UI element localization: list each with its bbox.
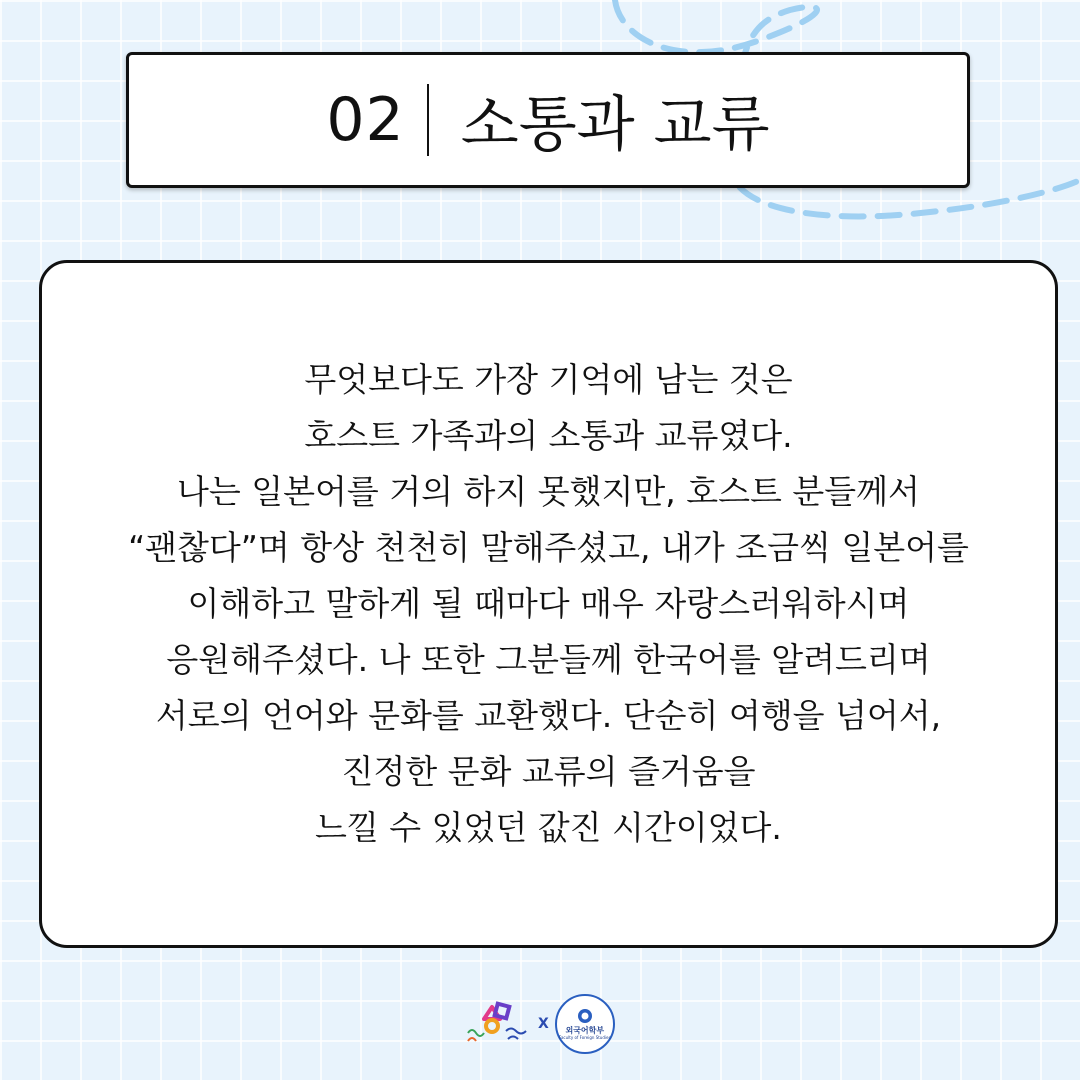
body-paragraph xyxy=(128,352,969,856)
body-line: 응원해주셨다. 나 또한 그분들께 한국어를 알려드리며 xyxy=(166,640,931,679)
partner-logo xyxy=(462,999,532,1049)
university-seal-icon xyxy=(555,994,615,1054)
body-line: 호스트 가족과의 소통과 교류였다. xyxy=(304,416,793,455)
body-line: “괜찮다”며 항상 천천히 말해주셨고, 내가 조금씩 일본어를 xyxy=(128,528,969,567)
body-line: 느낄 수 있었던 값진 시간이었다. xyxy=(315,808,782,847)
collab-separator: X xyxy=(538,1016,549,1032)
section-heading: 소통과 교류 xyxy=(460,90,770,160)
body-line: 이해하고 말하게 될 때마다 매우 자랑스러워하시며 xyxy=(187,584,910,623)
footer-logos xyxy=(462,994,622,1054)
section-title xyxy=(126,52,970,188)
title-divider xyxy=(427,84,429,156)
body-line: 서로의 언어와 문화를 교환했다. 단순히 여행을 넘어서, xyxy=(155,696,942,735)
seal-label: 외국어학부 xyxy=(565,1026,605,1035)
section-number: 02 xyxy=(326,85,405,155)
content-card xyxy=(39,260,1058,948)
body-line: 진정한 문화 교류의 즐거움을 xyxy=(341,752,756,791)
seal-subtitle: Faculty of Foreign Studies xyxy=(559,1035,611,1040)
body-line: 무엇보다도 가장 기억에 남는 것은 xyxy=(304,360,793,399)
body-line: 나는 일본어를 거의 하지 못했지만, 호스트 분들께서 xyxy=(177,472,920,511)
